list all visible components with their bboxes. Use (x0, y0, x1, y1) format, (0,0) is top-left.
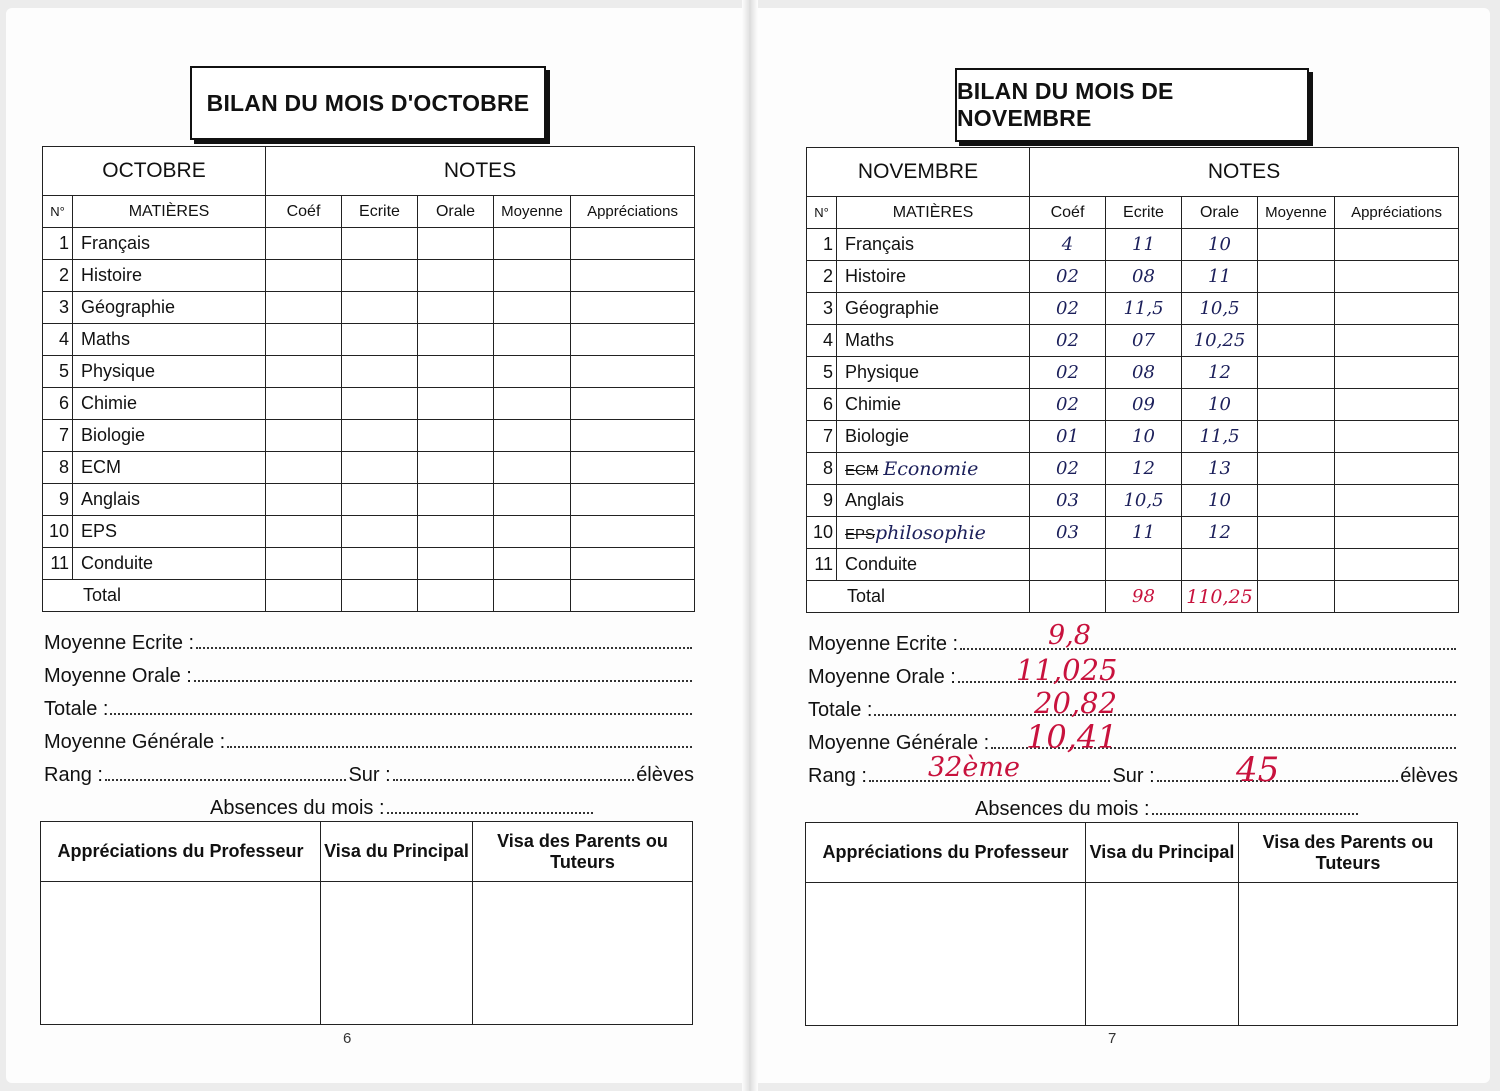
coef-value: 03 (1030, 485, 1106, 517)
subject-name: Chimie (73, 388, 266, 420)
orale-value: 10,5 (1182, 293, 1258, 325)
orale-value (1182, 549, 1258, 581)
visa-principal-field[interactable] (321, 882, 473, 1025)
ecrite-value: 07 (1106, 325, 1182, 357)
table-row (807, 261, 1459, 293)
row-number: 4 (43, 324, 73, 356)
coef-value: 02 (1030, 453, 1106, 485)
coef-value: 02 (1030, 325, 1106, 357)
visa-prof-field[interactable] (806, 883, 1086, 1026)
total-label: Total (43, 580, 266, 612)
col-coef: Coéf (266, 196, 342, 228)
ecrite-value: 11,5 (1106, 293, 1182, 325)
orale-value: 12 (1182, 357, 1258, 389)
subject-printed: ECM (845, 461, 879, 479)
col-subject: MATIÈRES (837, 197, 1030, 229)
table-row (43, 484, 695, 516)
table-row (807, 357, 1459, 389)
subject-name: Français (837, 229, 1030, 261)
col-num: N° (43, 196, 73, 228)
total-row (807, 581, 1459, 613)
table-row (807, 325, 1459, 357)
oct-moyenne-ecrite-line (44, 632, 694, 655)
coef-value: 03 (1030, 517, 1106, 549)
orale-value: 11,5 (1182, 421, 1258, 453)
sur-label: Sur : (1112, 765, 1155, 787)
totale-label: Totale : (808, 699, 873, 721)
row-number: 1 (807, 229, 837, 261)
orale-value: 10 (1182, 485, 1258, 517)
table-row (807, 485, 1459, 517)
col-moyenne: Moyenne (494, 196, 571, 228)
subject-name: Chimie (837, 389, 1030, 421)
ecrite-value (1106, 549, 1182, 581)
row-number: 4 (807, 325, 837, 357)
eleves-label: élèves (636, 764, 694, 786)
row-number: 5 (807, 357, 837, 389)
moyenne-orale-value: 11,025 (1016, 653, 1118, 687)
coef-value: 02 (1030, 293, 1106, 325)
table-row (43, 356, 695, 388)
month-header: NOVEMBRE (807, 148, 1030, 197)
subject-name: ECM (73, 452, 266, 484)
col-appreciations: Appréciations (571, 196, 695, 228)
oct-rang-line (44, 764, 694, 787)
subject-name: Anglais (73, 484, 266, 516)
visa-prof-header: Appréciations du Professeur (806, 823, 1086, 883)
table-row (807, 421, 1459, 453)
ecrite-value: 12 (1106, 453, 1182, 485)
visa-prof-field[interactable] (41, 882, 321, 1025)
row-number: 3 (807, 293, 837, 325)
coef-value: 02 (1030, 389, 1106, 421)
table-row (43, 388, 695, 420)
table-row (43, 452, 695, 484)
visa-parents-header: Visa des Parents ou Tuteurs (1239, 823, 1458, 883)
col-orale: Orale (1182, 197, 1258, 229)
table-row (43, 548, 695, 580)
subject-name: Géographie (837, 293, 1030, 325)
ecrite-value: 08 (1106, 261, 1182, 293)
oct-moyenne-orale-line (44, 665, 694, 688)
totale-label: Totale : (44, 698, 109, 720)
table-row (807, 453, 1459, 485)
subject-name: EPS (73, 516, 266, 548)
visa-principal-header: Visa du Principal (1086, 823, 1239, 883)
orale-value: 11 (1182, 261, 1258, 293)
november-title: BILAN DU MOIS DE NOVEMBRE (955, 68, 1309, 142)
total-row (43, 580, 695, 612)
moyenne-ecrite-label: Moyenne Ecrite : (808, 633, 959, 655)
row-number: 7 (807, 421, 837, 453)
notes-header: NOTES (1030, 148, 1459, 197)
subject-name: Physique (837, 357, 1030, 389)
row-number: 9 (43, 484, 73, 516)
row-number: 2 (43, 260, 73, 292)
booklet-gutter (742, 0, 758, 1091)
subject-name: Histoire (837, 261, 1030, 293)
orale-value: 13 (1182, 453, 1258, 485)
coef-value: 02 (1030, 357, 1106, 389)
subject-name: Maths (73, 324, 266, 356)
moyenne-ecrite-value: 9,8 (1048, 620, 1091, 651)
orale-value: 12 (1182, 517, 1258, 549)
absences-label: Absences du mois : (975, 798, 1150, 820)
october-visa-table (40, 821, 693, 1025)
row-number: 6 (43, 388, 73, 420)
page-number: 7 (1108, 1030, 1117, 1047)
row-number: 10 (807, 517, 837, 549)
nov-moyenne-ecrite-line (808, 633, 1458, 656)
row-number: 5 (43, 356, 73, 388)
row-number: 11 (807, 549, 837, 581)
table-row (43, 260, 695, 292)
orale-value: 10,25 (1182, 325, 1258, 357)
table-row (807, 549, 1459, 581)
sur-value: 45 (1236, 750, 1280, 790)
subject-name: Géographie (73, 292, 266, 324)
month-header: OCTOBRE (43, 147, 266, 196)
total-orale: 110,25 (1182, 581, 1258, 613)
nov-rang-line (808, 765, 1458, 788)
row-number: 2 (807, 261, 837, 293)
october-title: BILAN DU MOIS D'OCTOBRE (190, 66, 546, 140)
orale-value: 10 (1182, 389, 1258, 421)
absences-label: Absences du mois : (210, 797, 385, 819)
col-subject: MATIÈRES (73, 196, 266, 228)
row-number: 1 (43, 228, 73, 260)
nov-moyenne-orale-line (808, 666, 1458, 689)
subject-name (837, 453, 1030, 485)
oct-moyenne-generale-line (44, 731, 694, 754)
total-label: Total (807, 581, 1030, 613)
november-grades-table (806, 147, 1459, 613)
total-ecrite: 98 (1106, 581, 1182, 613)
visa-prof-header: Appréciations du Professeur (41, 822, 321, 882)
november-visa-table (805, 822, 1458, 1026)
table-row (807, 293, 1459, 325)
subject-name: Anglais (837, 485, 1030, 517)
subject-name: Physique (73, 356, 266, 388)
row-number: 9 (807, 485, 837, 517)
coef-value (1030, 549, 1106, 581)
row-number: 7 (43, 420, 73, 452)
nov-totale-line (808, 699, 1458, 722)
orale-value: 10 (1182, 229, 1258, 261)
ecrite-value: 11 (1106, 517, 1182, 549)
subject-name: Conduite (73, 548, 266, 580)
table-row (807, 389, 1459, 421)
table-row (43, 324, 695, 356)
oct-totale-line (44, 698, 694, 721)
subject-name: Conduite (837, 549, 1030, 581)
sur-label: Sur : (348, 764, 391, 786)
table-row (807, 517, 1459, 549)
eleves-label: élèves (1400, 765, 1458, 787)
coef-value: 02 (1030, 261, 1106, 293)
table-row (43, 516, 695, 548)
moyenne-generale-label: Moyenne Générale : (808, 732, 990, 754)
moyenne-orale-label: Moyenne Orale : (44, 665, 192, 687)
col-coef: Coéf (1030, 197, 1106, 229)
nov-moyenne-generale-line (808, 732, 1458, 755)
moyenne-generale-value: 10,41 (1026, 718, 1118, 756)
coef-value: 4 (1030, 229, 1106, 261)
october-grades-table (42, 146, 695, 612)
row-number: 10 (43, 516, 73, 548)
rang-value: 32ème (928, 752, 1020, 783)
visa-principal-field[interactable] (1086, 883, 1239, 1026)
subject-name: Biologie (837, 421, 1030, 453)
coef-value: 01 (1030, 421, 1106, 453)
subject-printed: EPS (845, 525, 876, 543)
ecrite-value: 08 (1106, 357, 1182, 389)
visa-principal-header: Visa du Principal (321, 822, 473, 882)
ecrite-value: 10,5 (1106, 485, 1182, 517)
table-row (807, 229, 1459, 261)
oct-absences-line (210, 797, 595, 820)
page-number: 6 (343, 1030, 352, 1047)
row-number: 8 (43, 452, 73, 484)
col-appreciations: Appréciations (1335, 197, 1459, 229)
col-ecrite: Ecrite (1106, 197, 1182, 229)
row-number: 6 (807, 389, 837, 421)
notes-header: NOTES (266, 147, 695, 196)
row-number: 8 (807, 453, 837, 485)
ecrite-value: 09 (1106, 389, 1182, 421)
subject-name: Maths (837, 325, 1030, 357)
col-num: N° (807, 197, 837, 229)
subject-name: Français (73, 228, 266, 260)
subject-handwritten: philosophie (875, 521, 986, 544)
subject-handwritten: Economie (883, 457, 979, 480)
visa-parents-field[interactable] (1239, 883, 1458, 1026)
subject-name: Histoire (73, 260, 266, 292)
moyenne-generale-label: Moyenne Générale : (44, 731, 226, 753)
table-row (43, 228, 695, 260)
row-number: 3 (43, 292, 73, 324)
ecrite-value: 10 (1106, 421, 1182, 453)
table-row (43, 292, 695, 324)
visa-parents-field[interactable] (473, 882, 693, 1025)
moyenne-ecrite-label: Moyenne Ecrite : (44, 632, 195, 654)
subject-name (837, 517, 1030, 549)
col-orale: Orale (418, 196, 494, 228)
moyenne-orale-label: Moyenne Orale : (808, 666, 956, 688)
ecrite-value: 11 (1106, 229, 1182, 261)
rang-label: Rang : (44, 764, 103, 786)
col-ecrite: Ecrite (342, 196, 418, 228)
totale-value: 20,82 (1034, 686, 1118, 720)
nov-absences-line (975, 798, 1360, 821)
rang-label: Rang : (808, 765, 867, 787)
row-number: 11 (43, 548, 73, 580)
visa-parents-header: Visa des Parents ou Tuteurs (473, 822, 693, 882)
subject-name: Biologie (73, 420, 266, 452)
table-row (43, 420, 695, 452)
col-moyenne: Moyenne (1258, 197, 1335, 229)
